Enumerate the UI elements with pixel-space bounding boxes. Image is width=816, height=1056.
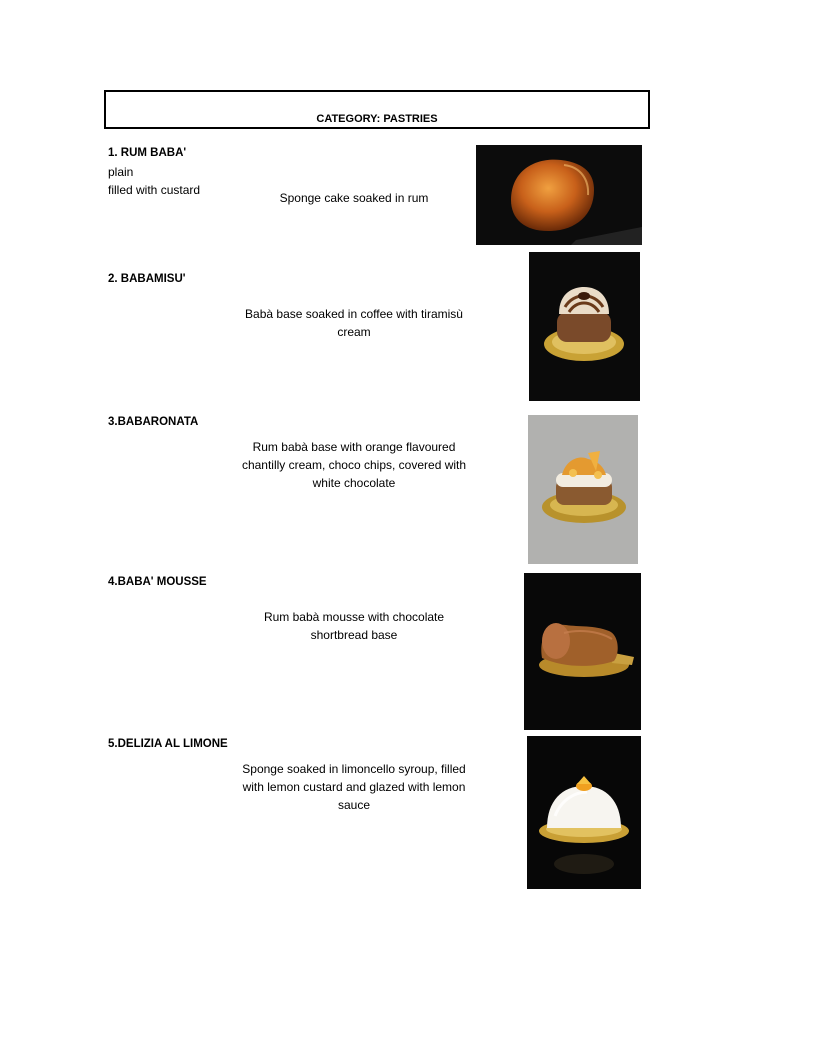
category-header	[104, 90, 650, 129]
delizia-al-limone-photo	[527, 736, 641, 889]
babaronata-photo	[528, 415, 638, 564]
rum-baba-photo	[476, 145, 642, 245]
item-description: Rum babà mousse with chocolate shortbread base	[263, 610, 445, 642]
baba-mousse-photo	[524, 573, 641, 730]
item-description: Sponge soaked in limoncello syroup, filled with lemon custard and glazed with lemon sauce	[242, 762, 466, 812]
item-description: Babà base soaked in coffee with tiramisù cream	[245, 307, 463, 339]
babamisu-photo	[529, 252, 640, 401]
item-option-filled: filled with custard	[108, 183, 201, 197]
item-description: Rum babà base with orange flavoured chantilly cream, choco chips, covered with white chocolate	[241, 440, 467, 490]
item-name-delizia-al-limone: 5.DELIZIA AL LIMONE	[108, 738, 228, 750]
item-name-baba-mousse: 4.BABA' MOUSSE	[108, 576, 207, 588]
item-name-rum-baba: 1. RUM BABA'	[108, 147, 187, 159]
item-description: Sponge cake soaked in rum	[279, 191, 429, 205]
item-name-babamisu: 2. BABAMISU'	[108, 273, 186, 285]
item-option-plain: plain	[108, 165, 134, 179]
item-name-babaronata: 3.BABARONATA	[108, 416, 199, 428]
category-title: CATEGORY: PASTRIES	[316, 113, 438, 125]
